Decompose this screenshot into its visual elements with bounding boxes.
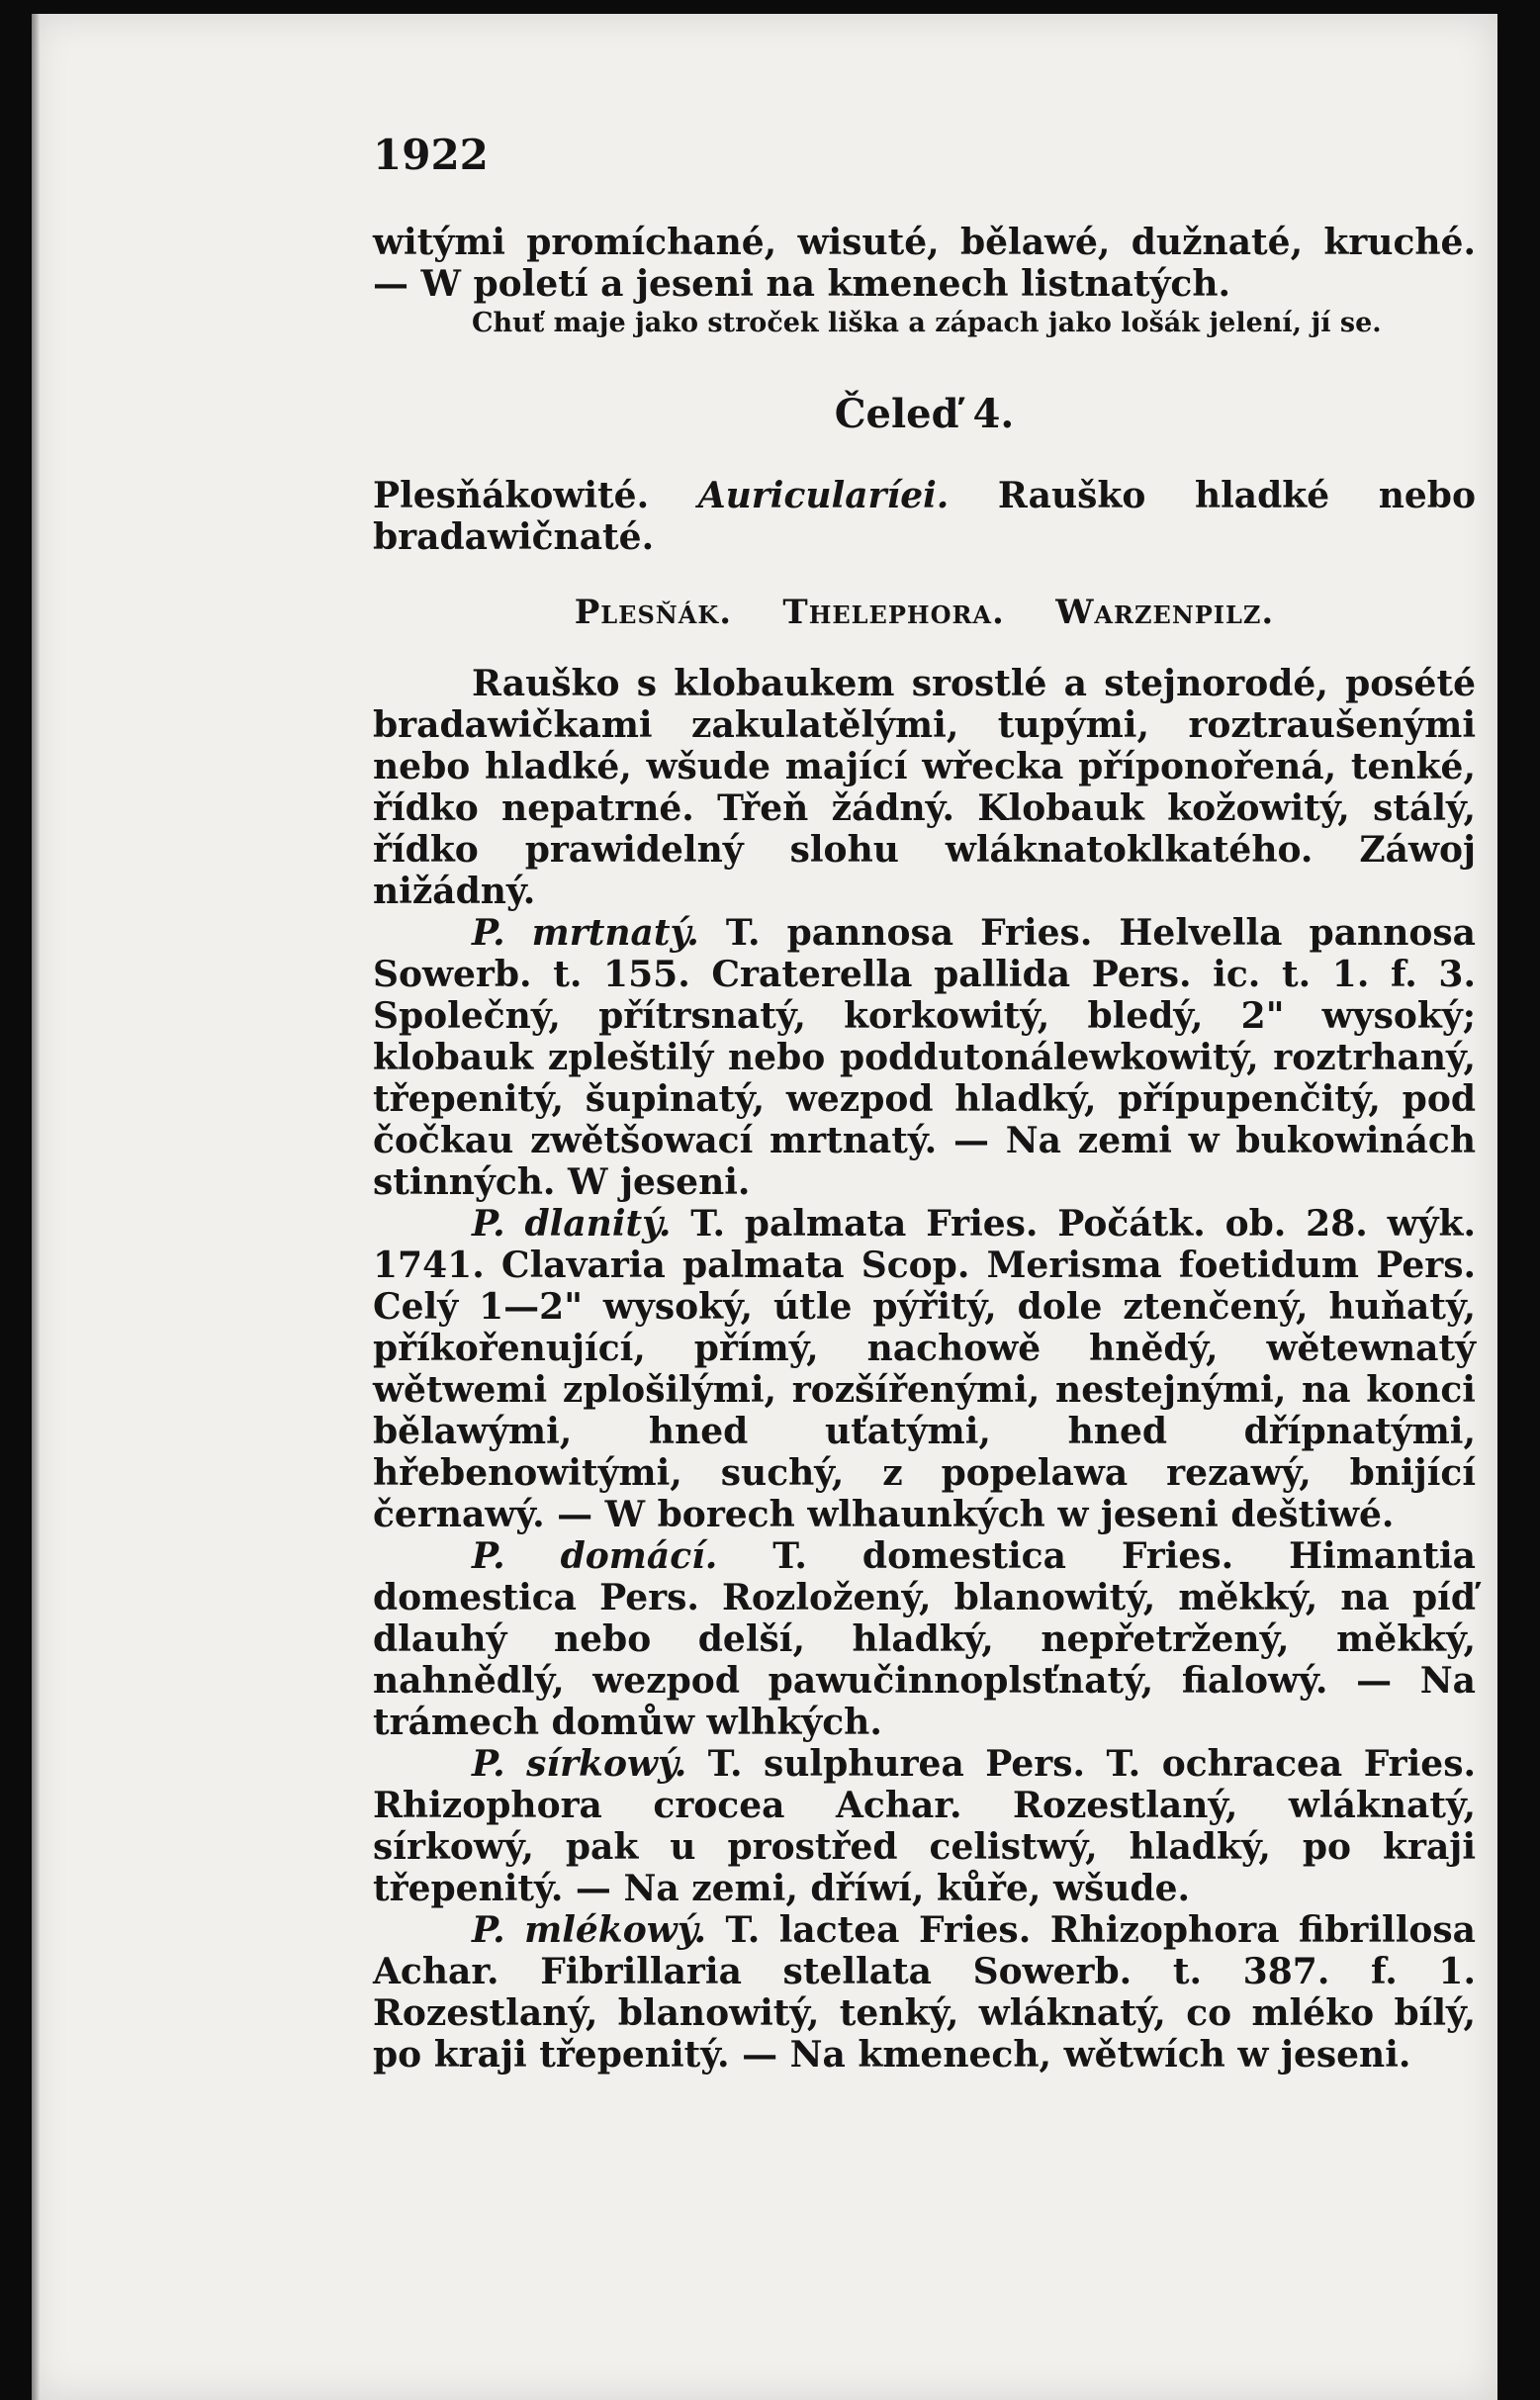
species-name: P. mlékowý. xyxy=(472,1909,707,1951)
genus-czech: Plesňák. xyxy=(574,593,733,632)
species-entry xyxy=(373,1743,1476,1909)
species-entry xyxy=(373,1203,1476,1535)
chapter-heading: Čeleď 4. xyxy=(834,391,1015,437)
genus-german: Warzenpilz. xyxy=(1055,593,1275,632)
genus-description: Rauško s klobaukem srostlé a stejnorodé, posété bradawičkami zakulatělými, tupými, roztraušenými nebo hladké, wšude mající wřecka příponořená, tenké, řídko nepatrné. Třeň žádný. Klobauk kožowitý, stálý, řídko prawidelný slohu wláknatoklkatého. Záwoj nižádný. xyxy=(373,663,1476,912)
genus-latin: Thelephora. xyxy=(782,593,1005,632)
species-name: P. domácí. xyxy=(472,1535,718,1577)
species-text: T. lactea Fries. Rhizophora fibrillosa Achar. Fibrillaria stellata Sowerb. t. 387. f. 1. Rozestlaný, blanowitý, tenký, wláknatý, co mléko bílý, po kraji třepenitý. — Na kmenech, wětwích w jeseni. xyxy=(373,1909,1476,2076)
species-entry xyxy=(373,1909,1476,2076)
family-name: Plesňákowité. xyxy=(373,475,650,516)
species-text: T. domestica Fries. Himantia domestica Pers. Rozložený, blanowitý, měkký, na píď dlauhý nebo delší, hladký, nepřetržený, měkký, nahnědlý, wezpod pawučinnoplsťnatý, fialowý. — Na trámech domůw wlhkých. xyxy=(373,1535,1476,1743)
paragraph-continuation: witými promíchané, wisuté, bělawé, dužnaté, kruché. — W poletí a jeseni na kmenech listnatých. xyxy=(373,222,1476,305)
text-column xyxy=(373,133,1476,2076)
species-text: T. palmata Fries. Počátk. ob. 28. wýk. 1741. Clavaria palmata Scop. Merisma foetidum Pers. Celý 1—2" wysoký, útle pýřitý, dole ztenčený, huňatý, příkořenující, přímý, nachowě hnědý, wětewnatý wětwemi zplošilými, rozšířenými, nestejnými, na konci bělawými, hned uťatými, hned dřípnatými, hřebenowitými, suchý, z popelawa rezawý, bnijící černawý. — W borech wlhaunkých w jeseni deštiwé. xyxy=(373,1203,1476,1535)
species-entry xyxy=(373,912,1476,1203)
note-paragraph: Chuť maje jako stroček liška a zápach jako lošák jelení, jí se. xyxy=(472,308,1382,338)
family-heading xyxy=(373,475,1476,558)
species-text: T. pannosa Fries. Helvella pannosa Sowerb. t. 155. Craterella pallida Pers. ic. t. 1. f. 3. Společný, přítrsnatý, korkowitý, bledý, 2" wysoký; klobauk zpleštilý nebo poddutonálewkowitý, roztrhaný, třepenitý, šupinatý, wezpod hladký, přípupenčitý, pod čočkau zwětšowací mrtnatý. — Na zemi w bukowinách stinných. W jeseni. xyxy=(373,912,1476,1203)
species-name: P. sírkowý. xyxy=(472,1743,687,1785)
page-number: 1922 xyxy=(373,131,489,179)
species-name: P. dlanitý. xyxy=(472,1203,672,1245)
species-entry xyxy=(373,1535,1476,1743)
genus-heading xyxy=(373,592,1476,633)
species-text: T. sulphurea Pers. T. ochracea Fries. Rhizophora crocea Achar. Rozestlaný, wláknatý, sírkowý, pak u prostřed celistwý, hladký, po kraji třepenitý. — Na zemi, dříwí, kůře, wšude. xyxy=(373,1743,1476,1909)
book-page xyxy=(32,14,1497,2400)
page-spine-shadow xyxy=(32,14,40,2400)
family-latin: Auricularíei. xyxy=(697,475,950,516)
family-description: Rauško hladké nebo bradawičnaté. xyxy=(373,475,1476,558)
species-name: P. mrtnatý. xyxy=(472,912,699,954)
